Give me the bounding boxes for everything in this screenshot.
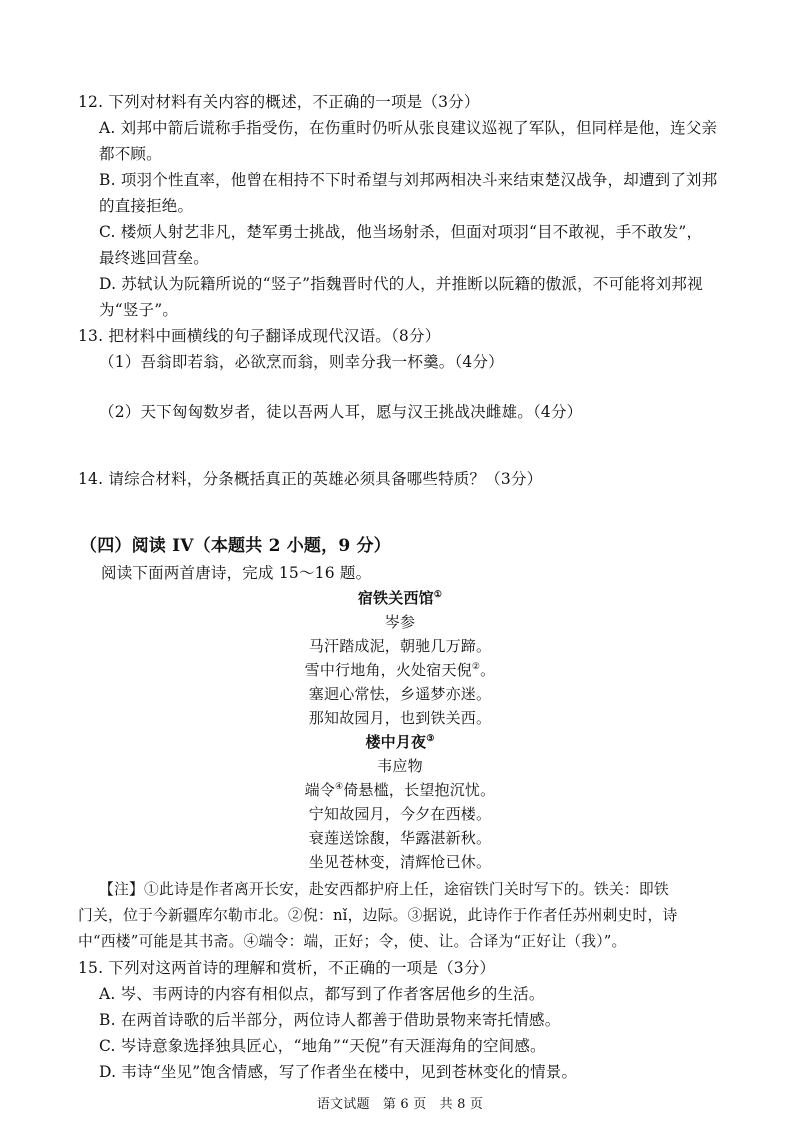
q13-sentence-2: （2）天下匈匈数岁者，徒以吾两人耳，愿与汉王挑战决雌雄。（4分） [99,403,583,421]
poem1-title: 宿铁关西馆① [357,589,443,607]
q15-option-d: D. 韦诗“坐见”饱含情感，写了作者坐在楼中，见到苍林变化的情景。 [99,1063,578,1081]
poem2-line3: 衰莲送馀馥，华露湛新秋。 [308,829,492,847]
q15-option-b: B. 在两首诗歌的后半部分，两位诗人都善于借助景物来寄托情感。 [99,1011,561,1029]
poem2-line4: 坐见苍林变，清辉怆已休。 [308,853,492,871]
q15-option-c: C. 岑诗意象选择独具匠心，“地角”“天倪”有天涯海角的空间感。 [99,1037,546,1055]
q15-option-a: A. 岑、韦两诗的内容有相似点，都写到了作者客居他乡的生活。 [99,985,545,1003]
q12-option-c-line1: C. 楼烦人射艺非凡，楚军勇士挑战，他当场射杀，但面对项羽“目不敢视，手不敢发”， [99,223,703,241]
poem1-line4: 那知故园月，也到铁关西。 [308,709,492,727]
poem2-line2: 宁知故园月，今夕在西楼。 [308,805,492,823]
poem1-line1: 马汗踏成泥，朝驰几万蹄。 [308,637,492,655]
q12-stem: 12. 下列对材料有关内容的概述，不正确的一项是（3分） [78,93,480,111]
q13-stem: 13. 把材料中画横线的句子翻译成现代汉语。（8分） [78,327,441,345]
poem2-author: 韦应物 [377,757,423,775]
q12-option-a-line1: A. 刘邦中箭后谎称手指受伤，在伤重时仍听从张良建议巡视了军队，但同样是他，连父亲 [99,119,718,137]
q15-stem: 15. 下列对这两首诗的理解和赏析，不正确的一项是（3分） [78,959,496,977]
q12-option-d-line2: 为“竖子”。 [99,301,179,319]
q12-option-b-line1: B. 项羽个性直率，他曾在相持不下时希望与刘邦两相决斗来结束楚汉战争，却遭到了刘邦 [99,171,718,189]
poem1-author: 岑参 [384,613,416,631]
q13-sentence-1: （1）吾翁即若翁，必欲烹而翁，则幸分我一杯羹。（4分） [99,353,504,371]
q12-option-b-line2: 的直接拒绝。 [99,197,194,215]
section-heading: （四）阅读 IV（本题共 2 小题，9 分） [80,536,391,556]
note-marker: ③ [426,734,435,744]
q12-option-a-line2: 都不顾。 [99,145,162,163]
note-marker: ② [471,662,481,672]
q14-stem: 14. 请综合材料，分条概括真正的英雄必须具备哪些特质？（3分） [78,470,543,488]
poem1-line2: 雪中行地角，火处宿天倪②。 [304,661,496,679]
poem1-line3: 塞迥心常怯，乡遥梦亦迷。 [308,685,492,703]
poem2-line1: 端令④倚悬槛，长望抱沉忧。 [304,781,496,799]
notes-line1: 【注】①此诗是作者离开长安，赴安西都护府上任，途宿铁门关时写下的。铁关：即铁 [99,881,669,898]
q12-option-c-line2: 最终逃回营垒。 [99,249,209,267]
q12-option-d-line1: D. 苏轼认为阮籍所说的“竖子”指魏晋时代的人，并推断以阮籍的傲派，不可能将刘邦视 [99,275,703,293]
notes-line3: 中“西楼”可能是其书斋。④端令：端，正好；令，使、让。合译为“正好让（我）”。 [78,933,627,950]
note-marker: ④ [335,782,344,792]
note-marker: ① [433,590,443,600]
section-intro: 阅读下面两首唐诗，完成 15～16 题。 [101,564,372,582]
poem2-title: 楼中月夜③ [365,733,435,751]
notes-line2: 门关，位于今新疆库尔勒市北。②倪：nǐ，边际。③据说，此诗作于作者任苏州刺史时，诗 [78,907,678,924]
page-footer: 语文试题 第 6 页 共 8 页 [316,1097,484,1112]
